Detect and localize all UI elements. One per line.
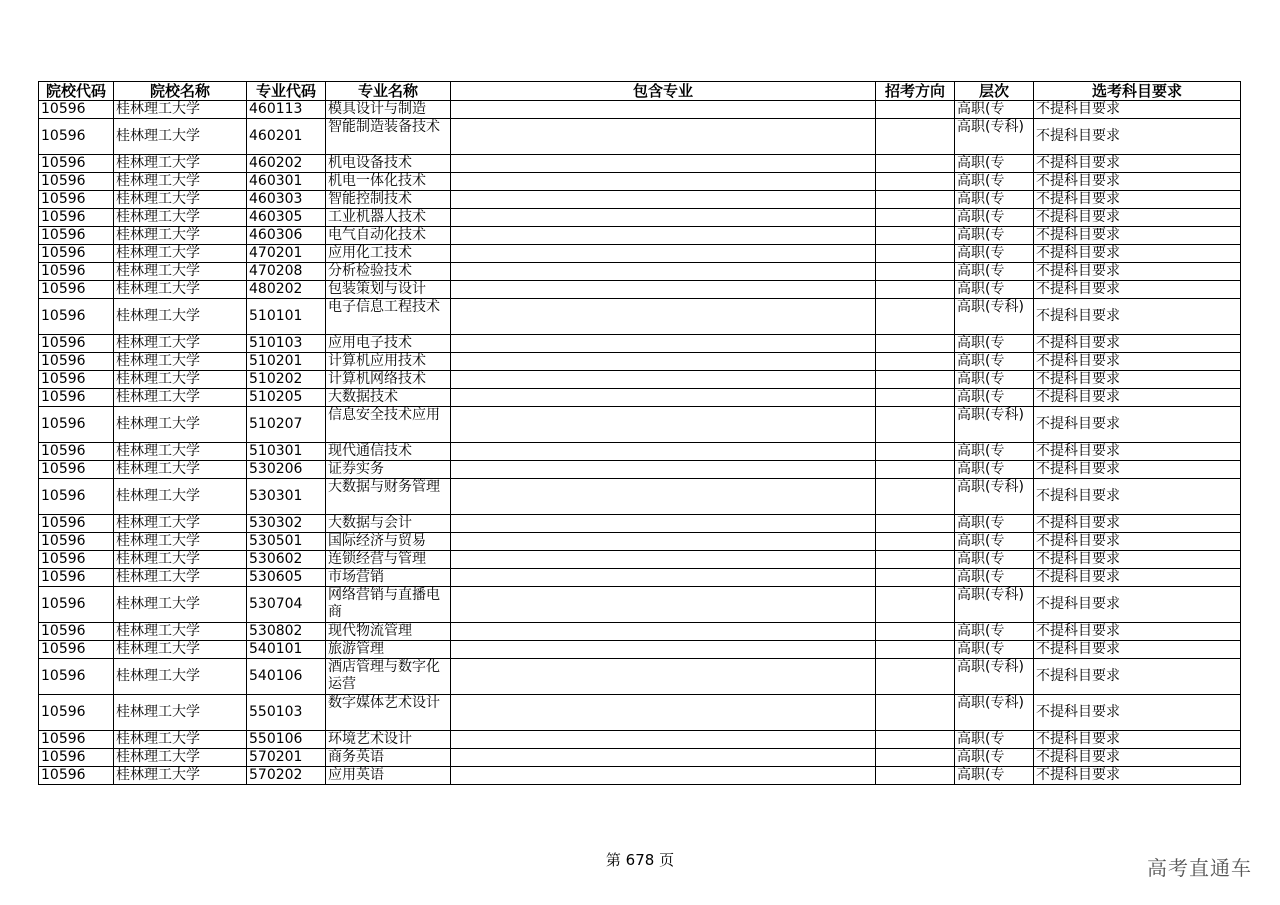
cell-major-name: 数字媒体艺术设计 [326,695,451,731]
cell-school-name: 桂林理工大学 [114,101,247,119]
cell-included-majors [451,263,876,281]
cell-direction [876,461,955,479]
cell-school-code: 10596 [39,749,114,767]
cell-included-majors [451,101,876,119]
cell-major-name: 大数据技术 [326,389,451,407]
cell-major-name: 分析检验技术 [326,263,451,281]
cell-level: 高职(专 [955,569,1034,587]
cell-subject-requirement: 不提科目要求 [1034,659,1241,695]
table-row [39,407,1241,443]
table-row [39,749,1241,767]
cell-major-code: 460113 [247,101,326,119]
cell-school-name: 桂林理工大学 [114,533,247,551]
cell-direction [876,587,955,623]
cell-major-name: 网络营销与直播电商 [326,587,451,623]
cell-major-code: 530605 [247,569,326,587]
cell-subject-requirement: 不提科目要求 [1034,749,1241,767]
cell-included-majors [451,461,876,479]
cell-direction [876,515,955,533]
cell-included-majors [451,353,876,371]
cell-subject-requirement: 不提科目要求 [1034,587,1241,623]
cell-level: 高职(专科) [955,695,1034,731]
cell-direction [876,173,955,191]
cell-included-majors [451,749,876,767]
cell-direction [876,695,955,731]
cell-school-name: 桂林理工大学 [114,767,247,785]
cell-level: 高职(专 [955,227,1034,245]
cell-subject-requirement: 不提科目要求 [1034,245,1241,263]
cell-level: 高职(专 [955,515,1034,533]
cell-included-majors [451,533,876,551]
cell-subject-requirement: 不提科目要求 [1034,443,1241,461]
cell-school-name: 桂林理工大学 [114,299,247,335]
cell-major-name: 酒店管理与数字化运营 [326,659,451,695]
table-row [39,569,1241,587]
cell-major-name: 国际经济与贸易 [326,533,451,551]
table-row [39,281,1241,299]
header-row [39,82,1241,101]
cell-major-code: 530802 [247,623,326,641]
table-row [39,479,1241,515]
cell-level: 高职(专 [955,245,1034,263]
cell-major-name: 计算机网络技术 [326,371,451,389]
cell-school-name: 桂林理工大学 [114,335,247,353]
cell-included-majors [451,245,876,263]
cell-school-name: 桂林理工大学 [114,749,247,767]
cell-included-majors [451,209,876,227]
cell-school-code: 10596 [39,731,114,749]
cell-level: 高职(专 [955,353,1034,371]
cell-school-code: 10596 [39,245,114,263]
table-row [39,335,1241,353]
cell-level: 高职(专 [955,641,1034,659]
cell-major-name: 智能控制技术 [326,191,451,209]
cell-school-name: 桂林理工大学 [114,227,247,245]
cell-major-name: 工业机器人技术 [326,209,451,227]
cell-school-code: 10596 [39,695,114,731]
cell-included-majors [451,281,876,299]
cell-subject-requirement: 不提科目要求 [1034,263,1241,281]
cell-school-code: 10596 [39,443,114,461]
cell-subject-requirement: 不提科目要求 [1034,623,1241,641]
cell-included-majors [451,623,876,641]
cell-included-majors [451,299,876,335]
cell-level: 高职(专 [955,749,1034,767]
cell-level: 高职(专 [955,263,1034,281]
cell-major-code: 460306 [247,227,326,245]
cell-level: 高职(专 [955,443,1034,461]
cell-included-majors [451,659,876,695]
cell-school-name: 桂林理工大学 [114,191,247,209]
cell-school-name: 桂林理工大学 [114,551,247,569]
cell-major-name: 智能制造装备技术 [326,119,451,155]
cell-included-majors [451,173,876,191]
cell-included-majors [451,119,876,155]
cell-major-code: 460305 [247,209,326,227]
cell-direction [876,353,955,371]
cell-included-majors [451,767,876,785]
cell-major-code: 510207 [247,407,326,443]
cell-direction [876,281,955,299]
cell-major-code: 530704 [247,587,326,623]
cell-major-name: 现代通信技术 [326,443,451,461]
cell-major-code: 540101 [247,641,326,659]
cell-level: 高职(专 [955,461,1034,479]
header-major-code: 专业代码 [247,82,326,101]
cell-school-code: 10596 [39,569,114,587]
cell-subject-requirement: 不提科目要求 [1034,407,1241,443]
cell-school-code: 10596 [39,353,114,371]
cell-major-name: 市场营销 [326,569,451,587]
cell-major-code: 510205 [247,389,326,407]
table-row [39,389,1241,407]
cell-major-name: 应用英语 [326,767,451,785]
cell-school-code: 10596 [39,623,114,641]
cell-direction [876,407,955,443]
cell-school-name: 桂林理工大学 [114,587,247,623]
cell-included-majors [451,551,876,569]
cell-school-name: 桂林理工大学 [114,659,247,695]
cell-subject-requirement: 不提科目要求 [1034,533,1241,551]
cell-school-code: 10596 [39,389,114,407]
cell-school-code: 10596 [39,191,114,209]
cell-school-name: 桂林理工大学 [114,281,247,299]
cell-major-code: 510103 [247,335,326,353]
table-row [39,155,1241,173]
cell-school-name: 桂林理工大学 [114,173,247,191]
cell-level: 高职(专科) [955,659,1034,695]
cell-major-code: 510301 [247,443,326,461]
table-row [39,173,1241,191]
cell-included-majors [451,695,876,731]
cell-direction [876,389,955,407]
header-level: 层次 [955,82,1034,101]
cell-school-name: 桂林理工大学 [114,641,247,659]
cell-school-code: 10596 [39,209,114,227]
page-number: 第 678 页 [605,851,675,869]
cell-direction [876,209,955,227]
cell-subject-requirement: 不提科目要求 [1034,299,1241,335]
cell-school-name: 桂林理工大学 [114,461,247,479]
cell-level: 高职(专 [955,767,1034,785]
cell-level: 高职(专 [955,281,1034,299]
cell-subject-requirement: 不提科目要求 [1034,281,1241,299]
cell-level: 高职(专 [955,623,1034,641]
admission-table [38,81,1241,785]
header-school-name: 院校名称 [114,82,247,101]
cell-level: 高职(专科) [955,479,1034,515]
table-row [39,227,1241,245]
cell-major-name: 模具设计与制造 [326,101,451,119]
header-school-code: 院校代码 [39,82,114,101]
cell-direction [876,335,955,353]
table-row [39,371,1241,389]
cell-direction [876,155,955,173]
cell-school-code: 10596 [39,767,114,785]
cell-subject-requirement: 不提科目要求 [1034,731,1241,749]
cell-major-name: 机电设备技术 [326,155,451,173]
cell-major-code: 530302 [247,515,326,533]
cell-level: 高职(专 [955,173,1034,191]
cell-school-code: 10596 [39,461,114,479]
cell-major-code: 530602 [247,551,326,569]
table-row [39,101,1241,119]
cell-major-code: 510202 [247,371,326,389]
cell-major-name: 应用电子技术 [326,335,451,353]
cell-major-name: 环境艺术设计 [326,731,451,749]
cell-school-code: 10596 [39,659,114,695]
cell-school-code: 10596 [39,101,114,119]
cell-subject-requirement: 不提科目要求 [1034,767,1241,785]
cell-major-code: 470201 [247,245,326,263]
watermark: 高考直通车 [1147,856,1252,880]
cell-school-name: 桂林理工大学 [114,569,247,587]
cell-major-name: 大数据与财务管理 [326,479,451,515]
cell-subject-requirement: 不提科目要求 [1034,191,1241,209]
table-row [39,299,1241,335]
cell-subject-requirement: 不提科目要求 [1034,641,1241,659]
cell-major-name: 信息安全技术应用 [326,407,451,443]
cell-direction [876,191,955,209]
table-row [39,245,1241,263]
cell-major-name: 大数据与会计 [326,515,451,533]
cell-school-name: 桂林理工大学 [114,371,247,389]
cell-school-code: 10596 [39,299,114,335]
cell-subject-requirement: 不提科目要求 [1034,695,1241,731]
cell-direction [876,299,955,335]
cell-direction [876,659,955,695]
cell-major-code: 470208 [247,263,326,281]
cell-level: 高职(专 [955,551,1034,569]
cell-subject-requirement: 不提科目要求 [1034,335,1241,353]
cell-subject-requirement: 不提科目要求 [1034,551,1241,569]
cell-direction [876,371,955,389]
table-row [39,443,1241,461]
cell-major-name: 现代物流管理 [326,623,451,641]
cell-school-code: 10596 [39,263,114,281]
cell-school-code: 10596 [39,281,114,299]
cell-direction [876,641,955,659]
header-major-name: 专业名称 [326,82,451,101]
cell-major-name: 电子信息工程技术 [326,299,451,335]
cell-major-name: 应用化工技术 [326,245,451,263]
cell-direction [876,245,955,263]
table-row [39,191,1241,209]
cell-subject-requirement: 不提科目要求 [1034,101,1241,119]
cell-major-code: 550103 [247,695,326,731]
cell-school-code: 10596 [39,551,114,569]
table-row [39,641,1241,659]
cell-subject-requirement: 不提科目要求 [1034,173,1241,191]
cell-school-code: 10596 [39,371,114,389]
cell-direction [876,731,955,749]
table-row [39,767,1241,785]
cell-major-name: 机电一体化技术 [326,173,451,191]
cell-school-name: 桂林理工大学 [114,443,247,461]
cell-level: 高职(专 [955,335,1034,353]
cell-school-name: 桂林理工大学 [114,119,247,155]
cell-school-name: 桂林理工大学 [114,731,247,749]
cell-direction [876,749,955,767]
cell-major-code: 530301 [247,479,326,515]
cell-school-name: 桂林理工大学 [114,695,247,731]
cell-level: 高职(专 [955,731,1034,749]
cell-included-majors [451,515,876,533]
cell-subject-requirement: 不提科目要求 [1034,569,1241,587]
cell-direction [876,263,955,281]
cell-school-name: 桂林理工大学 [114,515,247,533]
table-row [39,119,1241,155]
cell-major-code: 510101 [247,299,326,335]
cell-subject-requirement: 不提科目要求 [1034,371,1241,389]
cell-school-name: 桂林理工大学 [114,407,247,443]
cell-school-code: 10596 [39,515,114,533]
cell-level: 高职(专 [955,371,1034,389]
cell-included-majors [451,443,876,461]
cell-direction [876,101,955,119]
cell-level: 高职(专 [955,209,1034,227]
cell-subject-requirement: 不提科目要求 [1034,155,1241,173]
cell-direction [876,551,955,569]
cell-major-name: 商务英语 [326,749,451,767]
cell-included-majors [451,479,876,515]
cell-school-code: 10596 [39,533,114,551]
cell-major-code: 460202 [247,155,326,173]
cell-included-majors [451,191,876,209]
cell-direction [876,119,955,155]
cell-subject-requirement: 不提科目要求 [1034,515,1241,533]
table-row [39,695,1241,731]
cell-direction [876,443,955,461]
cell-school-name: 桂林理工大学 [114,623,247,641]
cell-major-code: 460303 [247,191,326,209]
cell-direction [876,479,955,515]
cell-subject-requirement: 不提科目要求 [1034,227,1241,245]
cell-direction [876,623,955,641]
table-row [39,587,1241,623]
cell-included-majors [451,389,876,407]
cell-included-majors [451,371,876,389]
cell-major-code: 570202 [247,767,326,785]
cell-subject-requirement: 不提科目要求 [1034,353,1241,371]
table-row [39,263,1241,281]
cell-subject-requirement: 不提科目要求 [1034,209,1241,227]
cell-included-majors [451,731,876,749]
cell-subject-requirement: 不提科目要求 [1034,479,1241,515]
cell-school-code: 10596 [39,587,114,623]
cell-direction [876,227,955,245]
cell-school-name: 桂林理工大学 [114,209,247,227]
cell-level: 高职(专科) [955,299,1034,335]
cell-school-name: 桂林理工大学 [114,263,247,281]
cell-major-code: 510201 [247,353,326,371]
cell-subject-requirement: 不提科目要求 [1034,119,1241,155]
cell-included-majors [451,155,876,173]
cell-major-code: 530501 [247,533,326,551]
cell-school-name: 桂林理工大学 [114,353,247,371]
cell-level: 高职(专 [955,389,1034,407]
cell-included-majors [451,407,876,443]
cell-major-code: 460301 [247,173,326,191]
table-row [39,515,1241,533]
header-subject-requirement: 选考科目要求 [1034,82,1241,101]
cell-level: 高职(专 [955,155,1034,173]
cell-school-name: 桂林理工大学 [114,389,247,407]
table-row [39,731,1241,749]
cell-school-code: 10596 [39,641,114,659]
cell-level: 高职(专 [955,191,1034,209]
cell-major-code: 540106 [247,659,326,695]
cell-direction [876,533,955,551]
cell-school-code: 10596 [39,173,114,191]
cell-school-name: 桂林理工大学 [114,245,247,263]
cell-school-code: 10596 [39,155,114,173]
cell-included-majors [451,641,876,659]
cell-major-name: 连锁经营与管理 [326,551,451,569]
header-included-majors: 包含专业 [451,82,876,101]
table-row [39,623,1241,641]
cell-major-code: 570201 [247,749,326,767]
cell-school-name: 桂林理工大学 [114,155,247,173]
cell-level: 高职(专科) [955,119,1034,155]
cell-included-majors [451,227,876,245]
cell-school-code: 10596 [39,479,114,515]
cell-major-name: 包装策划与设计 [326,281,451,299]
cell-school-code: 10596 [39,227,114,245]
cell-major-code: 480202 [247,281,326,299]
cell-major-code: 530206 [247,461,326,479]
cell-major-name: 电气自动化技术 [326,227,451,245]
cell-included-majors [451,587,876,623]
cell-major-name: 计算机应用技术 [326,353,451,371]
cell-direction [876,767,955,785]
cell-level: 高职(专 [955,533,1034,551]
cell-school-code: 10596 [39,335,114,353]
cell-major-code: 550106 [247,731,326,749]
cell-level: 高职(专 [955,101,1034,119]
table-row [39,209,1241,227]
cell-subject-requirement: 不提科目要求 [1034,389,1241,407]
table-row [39,659,1241,695]
table-row [39,461,1241,479]
cell-included-majors [451,569,876,587]
cell-subject-requirement: 不提科目要求 [1034,461,1241,479]
cell-major-name: 旅游管理 [326,641,451,659]
cell-level: 高职(专科) [955,587,1034,623]
cell-included-majors [451,335,876,353]
table-row [39,533,1241,551]
cell-school-name: 桂林理工大学 [114,479,247,515]
cell-direction [876,569,955,587]
header-direction: 招考方向 [876,82,955,101]
table-row [39,551,1241,569]
cell-school-code: 10596 [39,119,114,155]
cell-major-code: 460201 [247,119,326,155]
cell-major-name: 证券实务 [326,461,451,479]
table-row [39,353,1241,371]
cell-level: 高职(专科) [955,407,1034,443]
cell-school-code: 10596 [39,407,114,443]
